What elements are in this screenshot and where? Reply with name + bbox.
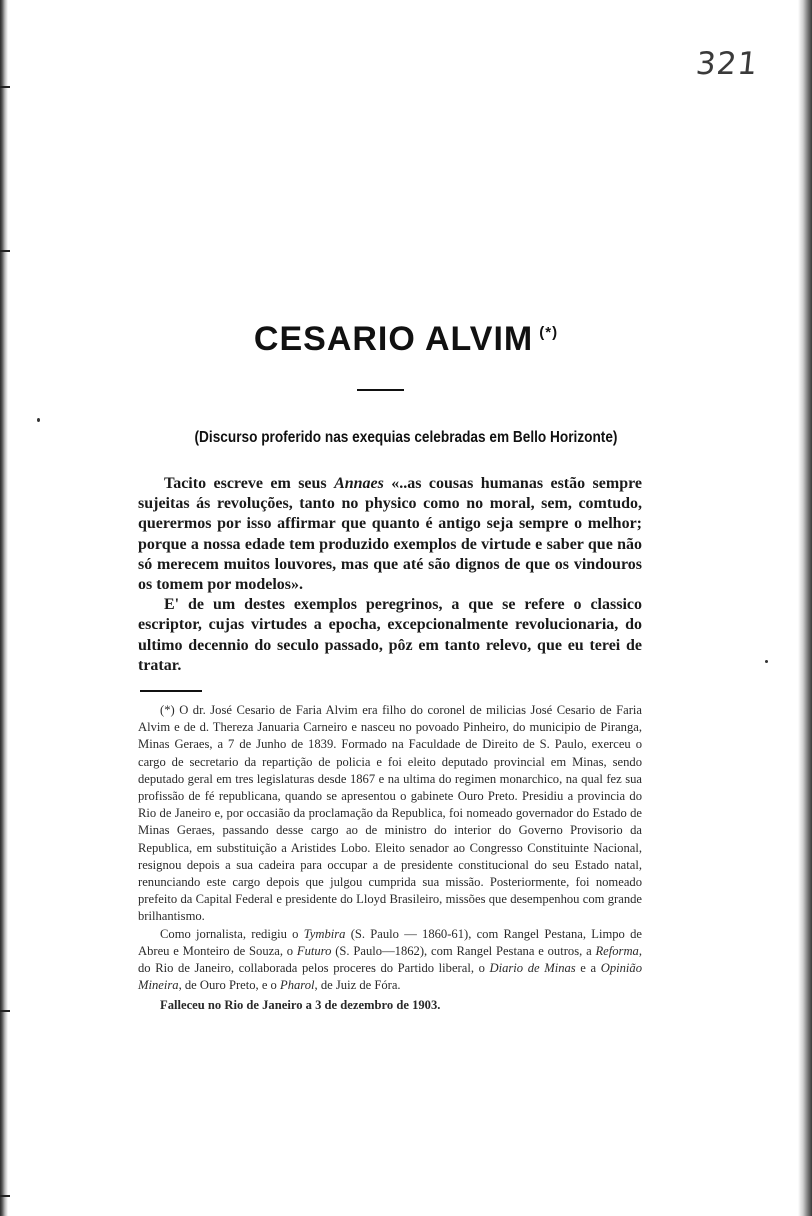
footnote-paragraph: Como jornalista, redigiu o Tymbira (S. Paulo — 1860-61), com Rangel Pestana, Limpo de Abreu e Monteiro de Souza, o Futuro (S. Paulo—1862), com Rangel Pestana e outros, a Reforma, do Rio de Janeiro, collaborada pelos proceres do Partido liberal, o Diario de Minas e a Opinião Mineira, de Ouro Preto, e o Pharol, de Juiz de Fóra.	[138, 926, 642, 993]
footnote-paragraph: (*) O dr. José Cesario de Faria Alvim era filho do coronel de milicias José Cesario de Faria Alvim e de d. Thereza Januaria Carneiro e nasceu no povoado Pinheiro, do municipio de Piranga, Minas Geraes, a 7 de Junho de 1839. Formado na Faculdade de Direito de S. Paulo, exerceu o cargo de secretario da repartição de policia e foi eleito deputado provincial em Minas, sendo deputado geral em tres legislaturas desde 1867 e na ultima do regimen monarchico, na qual fez sua profissão de fé republicana, quando se apresentou o gabinete Ouro Preto. Presidiu a provincia do Rio de Janeiro e, por occasião da proclamação da Republica, foi nomeado governador do Estado de Minas Geraes, passando desse cargo ao de ministro do interior do Governo Provisorio da Republica, em substituição a Aristides Lobo. Eleito senador ao Congresso Constituinte Nacional, resignou depois a sua cadeira para occupar a de presidente constitucional do seu Estado natal, renunciando este cargo depois que julgou cumprida sua missão. Posteriormente, foi nomeado prefeito da Capital Federal e presidente do Lloyd Brasileiro, missões que desempenhou com grande brilhantismo.	[138, 703, 642, 924]
scan-speck	[37, 418, 40, 422]
subtitle: (Discurso proferido nas exequias celebradas em Bello Horizonte)	[194, 429, 618, 446]
scan-left-edge	[0, 0, 8, 1216]
paragraph: E' de um destes exemplos peregrinos, a que se refere o classico escriptor, cujas virtudes a epocha, excepcionalmente revolucionaria, do ultimo decennio do seculo passado, pôz em tanto relevo, que eu terei de tratar.	[138, 596, 642, 674]
title-divider	[357, 389, 404, 391]
scan-right-edge	[798, 0, 812, 1216]
italic-title: Annaes	[334, 475, 384, 492]
title-text: CESARIO ALVIM	[253, 320, 534, 358]
footnotes	[138, 702, 642, 1015]
page-title	[0, 320, 812, 359]
scan-mark	[0, 1195, 10, 1197]
footnote-divider	[140, 690, 202, 692]
paragraph: Tacito escreve em seus Annaes «..as cousas humanas estão sempre sujeitas ás revoluções, tanto no physico como no moral, sem, comtudo, querermos por isso affirmar que quanto é antigo seja sempre o melhor; porque a nossa edade tem produzido exemplos de virtude e saber que não só merecem muitos louvores, mas que até são dignos de que os vindouros os tomem por modelos».	[138, 475, 643, 594]
scan-speck	[765, 660, 768, 663]
main-text	[138, 474, 642, 676]
scan-mark	[0, 86, 10, 88]
scan-mark	[0, 1010, 10, 1012]
page-number: 321	[694, 46, 761, 82]
footnote-marker: (*)	[539, 324, 559, 341]
scan-mark	[0, 250, 10, 252]
footnote-paragraph: Falleceu no Rio de Janeiro a 3 de dezembro de 1903.	[160, 998, 441, 1013]
